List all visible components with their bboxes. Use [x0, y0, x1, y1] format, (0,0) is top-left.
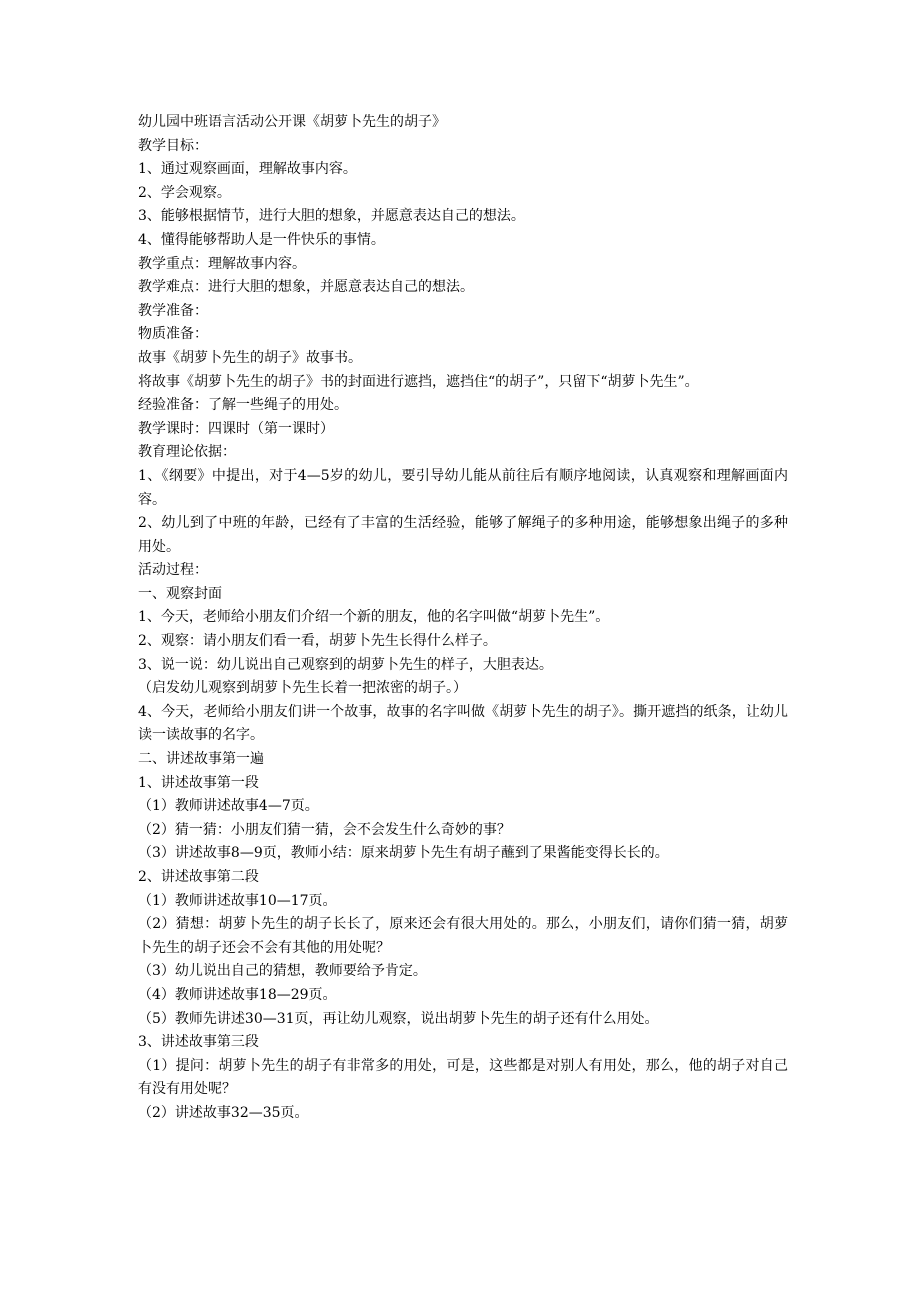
material-item-cover: 将故事《胡萝卜先生的胡子》书的封面进行遮挡，遮挡住“的胡子”，只留下“胡萝卜先生”。: [138, 373, 699, 390]
theory-item-1: 1、《纲要》中提出，对于4—5岁的幼儿，要引导幼儿能从前往后有顺序地阅读，认真观察和理解画面内容。: [138, 467, 788, 508]
story-part-3-item-1: （1）提问：胡萝卜先生的胡子有非常多的用处，可是，这些都是对别人有用处，那么，他的胡子对自己有没有用处呢？: [138, 1057, 788, 1098]
material-preparation-heading: 物质准备：: [138, 326, 208, 343]
story-part-3-item-2: （2）讲述故事32—35页。: [138, 1104, 309, 1121]
goal-item-3: 3、能够根据情节，进行大胆的想象，并愿意表达自己的想法。: [138, 208, 525, 225]
story-part-1-heading: 1、讲述故事第一段: [138, 774, 259, 791]
material-item-book: 故事《胡萝卜先生的胡子》故事书。: [138, 349, 362, 366]
class-hours: 教学课时：四课时（第一课时）: [138, 420, 334, 437]
goal-item-1: 1、通过观察画面，理解故事内容。: [138, 161, 357, 178]
story-part-2-item-4: （4）教师讲述故事18—29页。: [138, 986, 337, 1003]
cover-step-1: 1、今天，老师给小朋友们介绍一个新的朋友，他的名字叫做“胡萝卜先生”。: [138, 609, 610, 626]
cover-step-4: 4、今天，老师给小朋友们讲一个故事，故事的名字叫做《胡萝卜先生的胡子》。撕开遮挡的纸条，让幼儿读一读故事的名字。: [138, 703, 788, 744]
story-part-2-heading: 2、讲述故事第二段: [138, 869, 259, 885]
teaching-focus: 教学重点：理解故事内容。: [138, 255, 306, 272]
teaching-difficulty: 教学难点：进行大胆的想象，并愿意表达自己的想法。: [138, 279, 474, 296]
story-part-2-item-2: （2）猜想：胡萝卜先生的胡子长长了，原来还会有很大用处的。那么，小朋友们，请你们猜一猜，胡萝卜先生的胡子还会不会有其他的用处呢？: [138, 916, 788, 956]
story-part-1-item-3: （3）讲述故事8—9页，教师小结：原来胡萝卜先生有胡子蘸到了果酱能变得长长的。: [138, 845, 669, 862]
story-part-1-item-2: （2）猜一猜：小朋友们猜一猜，会不会发生什么奇妙的事？: [138, 821, 511, 838]
section-heading-process: 活动过程：: [138, 562, 208, 579]
section-heading-theory: 教育理论依据：: [138, 444, 236, 461]
document-body: [138, 111, 788, 1126]
goal-item-2: 2、学会观察。: [138, 184, 231, 201]
document-title: 幼儿园中班语言活动公开课《胡萝卜先生的胡子》: [138, 114, 446, 130]
experience-preparation: 经验准备：了解一些绳子的用处。: [138, 397, 348, 414]
story-part-3-heading: 3、讲述故事第三段: [138, 1034, 259, 1051]
theory-item-2: 2、幼儿到了中班的年龄，已经有了丰富的生活经验，能够了解绳子的多种用途，能够想象出绳子的多种用处。: [138, 515, 788, 555]
cover-step-2: 2、观察：请小朋友们看一看，胡萝卜先生长得什么样子。: [138, 633, 497, 650]
cover-step-3: 3、说一说：幼儿说出自己观察到的胡萝卜先生的样子，大胆表达。: [138, 656, 553, 673]
step-heading-cover: 一、观察封面: [138, 585, 222, 602]
story-part-2-item-5: （5）教师先讲述30—31页，再让幼儿观察，说出胡萝卜先生的胡子还有什么用处。: [138, 1010, 659, 1027]
section-heading-preparation: 教学准备：: [138, 302, 208, 319]
story-part-1-item-1: （1）教师讲述故事4—7页。: [138, 798, 319, 815]
story-part-2-item-3: （3）幼儿说出自己的猜想，教师要给予肯定。: [138, 963, 427, 980]
step-heading-storytelling: 二、讲述故事第一遍: [138, 751, 264, 768]
goal-item-4: 4、懂得能够帮助人是一件快乐的事情。: [138, 231, 385, 248]
story-part-2-item-1: （1）教师讲述故事10—17页。: [138, 892, 337, 909]
cover-step-note: （启发幼儿观察到胡萝卜先生长着一把浓密的胡子。）: [138, 680, 467, 697]
section-heading-goals: 教学目标：: [138, 137, 208, 154]
